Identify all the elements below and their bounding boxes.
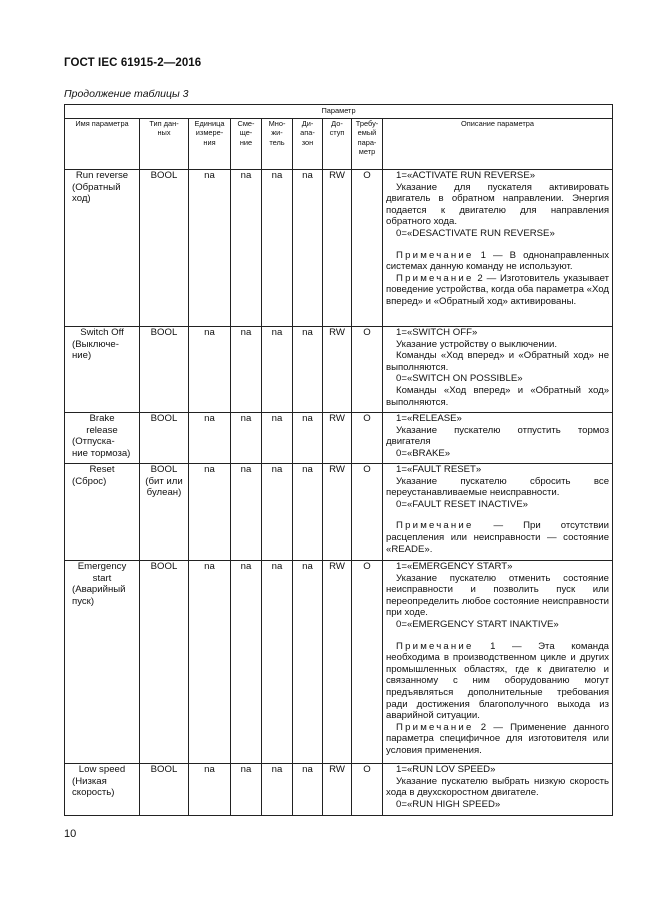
note-label: Примечание [396, 249, 474, 261]
param-name-cell [65, 170, 140, 327]
range-cell: na [293, 561, 323, 764]
description-cell [383, 561, 613, 764]
desc-line: Указание устройству о выключении. [396, 338, 558, 350]
range-cell: na [293, 464, 323, 561]
col-header-name: Имя параметра [65, 119, 140, 170]
desc-line: 1=«SWITCH OFF» [396, 327, 478, 338]
param-name-ru: (Сброс) [72, 475, 107, 487]
note-text: 2 — Изготовитель указывает поведение устройства, когда оба параметра «Ход вперед» и «Обратный ход» активированы. [386, 272, 610, 307]
desc-line: 0=«EMERGENCY START INAKTIVE» [396, 618, 559, 630]
offset-cell: na [231, 764, 262, 816]
range-cell: na [293, 170, 323, 327]
note-label: Примечание [396, 520, 474, 532]
param-name-cell [65, 561, 140, 764]
required-cell: O [352, 170, 383, 327]
unit-cell: na [189, 413, 231, 464]
param-name-cell [65, 764, 140, 816]
desc-line: 0=«RUN HIGH SPEED» [396, 798, 501, 810]
col-header-required: Требу- емый пара- метр [352, 119, 383, 170]
access-cell: RW [323, 464, 352, 561]
param-name-en: Reset [89, 464, 115, 475]
multiplier-cell: na [262, 561, 293, 764]
column-header-row [65, 119, 613, 170]
desc-note [386, 641, 609, 722]
param-name-cell [65, 464, 140, 561]
desc-line: Указание пускателю отменить состояние неисправности и позволить пуск или переопределить любое состояние неисправности при ходе. [386, 572, 610, 619]
range-cell: na [293, 764, 323, 816]
required-cell: O [352, 561, 383, 764]
note-text: 1 — В однонаправленных системах данную команду не используют. [386, 249, 610, 273]
description-cell [383, 464, 613, 561]
multiplier-cell: na [262, 327, 293, 413]
col-header-description: Описание параметра [383, 119, 613, 170]
range-cell: na [293, 413, 323, 464]
unit-cell: na [189, 764, 231, 816]
note-label: Примечание [396, 640, 474, 652]
col-header-multiplier: Мно- жи- тель [262, 119, 293, 170]
data-type-cell: BOOL [140, 764, 189, 816]
offset-cell: na [231, 170, 262, 327]
desc-note [386, 520, 609, 555]
document-title: ГОСТ IEC 61915-2—2016 [64, 57, 202, 69]
param-name-en: Low speed [78, 764, 126, 775]
data-type-cell: BOOL [140, 170, 189, 327]
desc-line: Команды «Ход вперед» и «Обратный ход» не выполняются. [386, 350, 610, 373]
desc-line: Указание пускателю сбросить все переустанавливаемые неисправности. [386, 475, 610, 499]
desc-line: 1=«RUN LOV SPEED» [396, 764, 496, 775]
unit-cell: na [189, 561, 231, 764]
access-cell: RW [323, 561, 352, 764]
col-header-type: Тип дан- ных [140, 119, 189, 170]
range-cell: na [293, 327, 323, 413]
note-text: 2 — Применение данного параметра специфичное для изготовителя или условия применения. [386, 721, 610, 756]
required-cell: O [352, 464, 383, 561]
table-row [65, 413, 613, 464]
data-type-cell: BOOL [140, 561, 189, 764]
description-cell [383, 170, 613, 327]
group-header-parameter: Параметр [65, 105, 613, 119]
param-name-ru: (Низкая скорость) [72, 775, 115, 799]
desc-line: Указание для пускателя активировать двигатель в обратном направлении. Энергия подается к двигателю для направления обратного хода. [386, 181, 610, 228]
required-cell: O [352, 327, 383, 413]
offset-cell: na [231, 327, 262, 413]
desc-line: Команды «Ход вперед» и «Обратный ход» выполняются. [386, 384, 610, 408]
table-continuation-label: Продолжение таблицы 3 [64, 88, 189, 100]
param-name-en: Emergency start [77, 561, 127, 584]
desc-line: 0=«DESACTIVATE RUN REVERSE» [396, 227, 555, 239]
desc-line: 1=«ACTIVATE RUN REVERSE» [396, 170, 536, 181]
desc-line: 0=«BRAKE» [396, 447, 451, 459]
param-name-en: Run reverse [75, 170, 129, 181]
group-header-row [65, 105, 613, 119]
desc-note [386, 273, 609, 308]
multiplier-cell: na [262, 764, 293, 816]
table-row [65, 464, 613, 561]
access-cell: RW [323, 764, 352, 816]
access-cell: RW [323, 413, 352, 464]
param-name-cell [65, 327, 140, 413]
description-cell [383, 413, 613, 464]
page-number: 10 [64, 828, 77, 840]
offset-cell: na [231, 413, 262, 464]
desc-note [386, 722, 609, 757]
required-cell: O [352, 764, 383, 816]
unit-cell: na [189, 327, 231, 413]
unit-cell: na [189, 464, 231, 561]
description-cell [383, 327, 613, 413]
table-row [65, 170, 613, 327]
access-cell: RW [323, 170, 352, 327]
data-type-cell: BOOL [140, 413, 189, 464]
offset-cell: na [231, 464, 262, 561]
col-header-access: До- ступ [323, 119, 352, 170]
desc-line: 1=«FAULT RESET» [396, 464, 482, 475]
note-text: 1 — Эта команда необходима в производственном цикле и других промышленных областях, где к двигателю и связанному с ним оборудованию могут предъявляться дополнительные требования ради достижения благополучного выхода из аварийной ситуации. [386, 640, 610, 722]
data-type-cell: BOOL (бит или булеан) [140, 464, 189, 561]
data-type-cell: BOOL [140, 327, 189, 413]
desc-line: Указание пускателю отпустить тормоз двигателя [386, 424, 610, 448]
param-name-ru: (Обратный ход) [72, 181, 121, 205]
multiplier-cell: na [262, 464, 293, 561]
col-header-unit: Единица измере- ния [189, 119, 231, 170]
parameters-table [64, 104, 613, 816]
note-text: — При отсутствии расцепления или неисправности — состояние «READE». [386, 520, 610, 555]
param-name-en: Brake release [86, 413, 118, 436]
access-cell: RW [323, 327, 352, 413]
unit-cell: na [189, 170, 231, 327]
col-header-offset: Сме- ще- ние [231, 119, 262, 170]
param-name-ru: (Выключе- ние) [72, 338, 119, 362]
desc-line: 0=«FAULT RESET INACTIVE» [396, 498, 528, 510]
desc-line: 1=«EMERGENCY START» [396, 561, 513, 572]
col-header-range: Ди- апа- зон [293, 119, 323, 170]
param-name-ru: (Отпуска- ние тормоза) [72, 436, 131, 459]
desc-note [386, 250, 609, 273]
param-name-cell [65, 413, 140, 464]
description-cell [383, 764, 613, 816]
multiplier-cell: na [262, 170, 293, 327]
desc-line: 1=«RELEASE» [396, 413, 462, 424]
offset-cell: na [231, 561, 262, 764]
table-row [65, 561, 613, 764]
table-row [65, 764, 613, 816]
note-label: Примечание [396, 272, 474, 284]
desc-line: Указание пускателю выбрать низкую скорость хода в двухскоростном двигателе. [386, 775, 610, 799]
table-row [65, 327, 613, 413]
note-label: Примечание [396, 721, 474, 733]
param-name-ru: (Аварийный пуск) [72, 584, 126, 607]
required-cell: O [352, 413, 383, 464]
multiplier-cell: na [262, 413, 293, 464]
desc-line: 0=«SWITCH ON POSSIBLE» [396, 373, 523, 385]
param-name-en: Switch Off [80, 327, 124, 338]
